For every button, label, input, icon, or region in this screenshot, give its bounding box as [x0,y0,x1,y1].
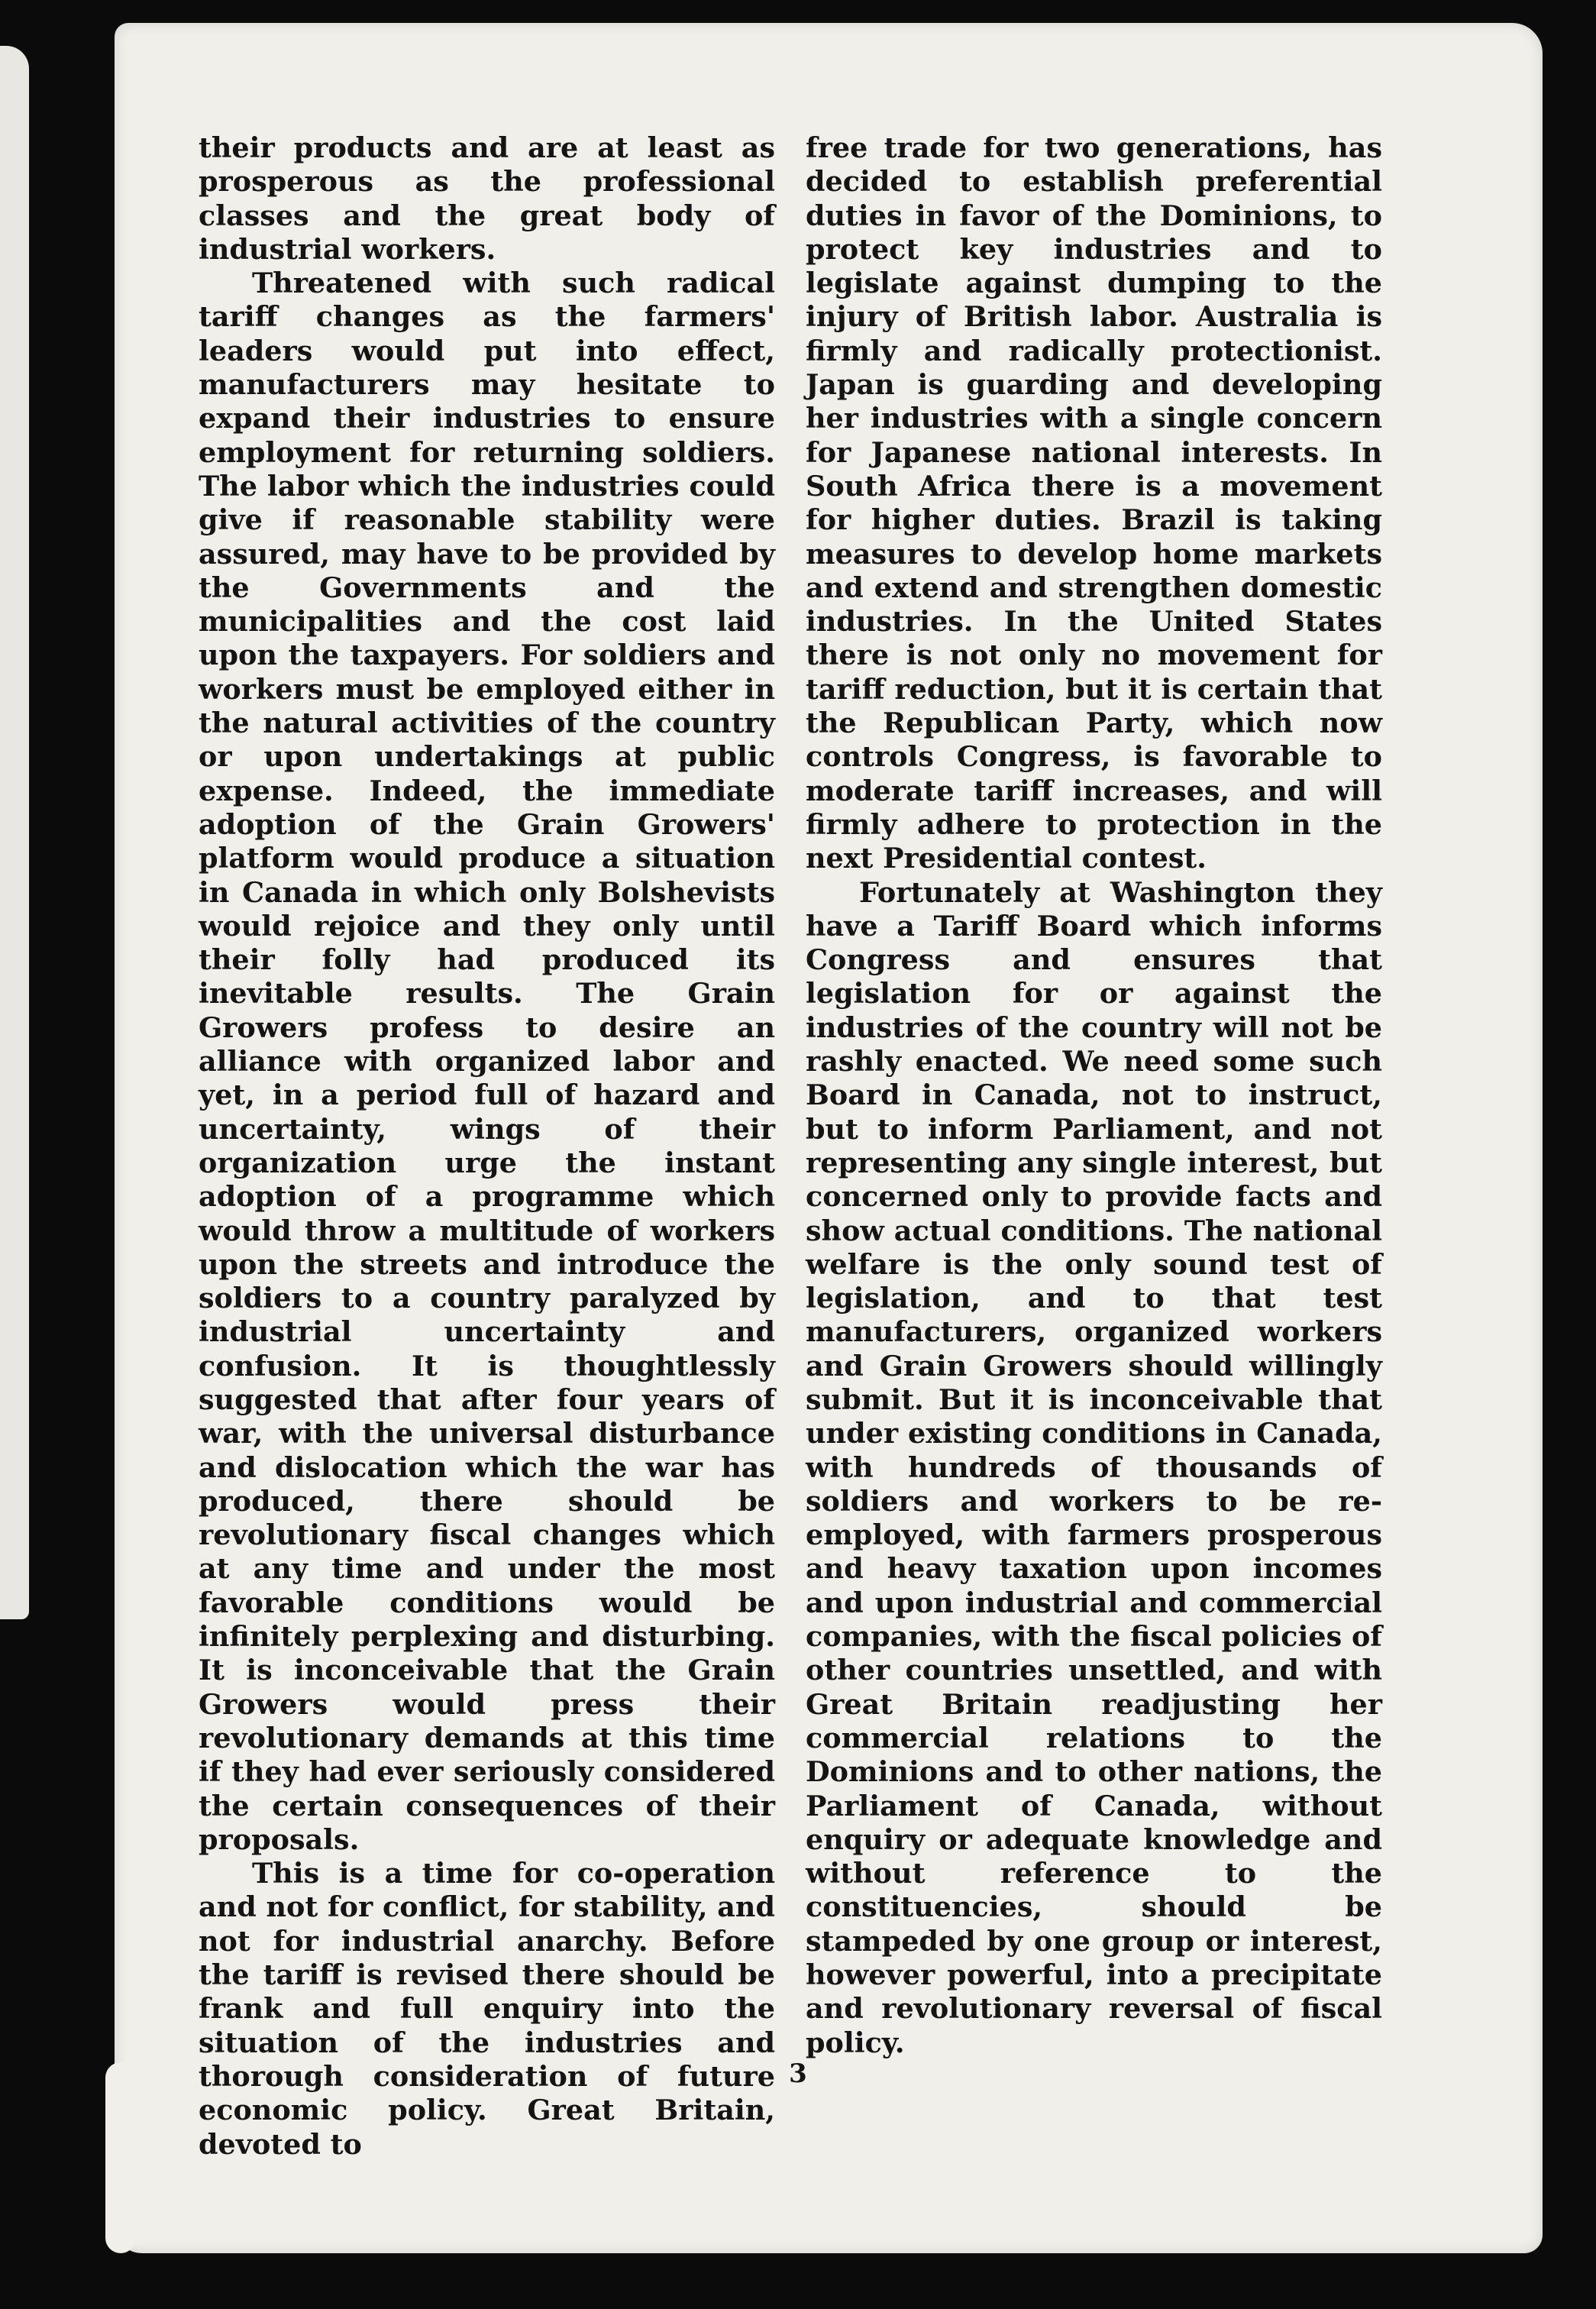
right-text-column [806,131,1382,2060]
paragraph: Fortunately at Washington they have a Tariff Board which informs Congress and ensures that legislation for or against the industries of the country will not be rashly enacted. We need some such Board in Canada, not to instruct, but to inform Parliament, and not representing any single interest, but concerned only to provide facts and show actual conditions. The national welfare is the only sound test of legislation, and to that test manufacturers, organized workers and Grain Growers should willingly submit. But it is inconceivable that under existing conditions in Canada, with hundreds of thousands of soldiers and workers to be re-employed, with farmers prosperous and heavy taxation upon incomes and upon industrial and commercial companies, with the fiscal policies of other countries unsettled, and with Great Britain readjusting her commercial relations to the Dominions and to other nations, the Parliament of Canada, without enquiry or adequate knowledge and without reference to the constituencies, should be stampeded by one group or interest, however powerful, into a precipitate and revolutionary reversal of fiscal policy. [806,875,1382,2059]
paragraph: their products and are at least as prosperous as the professional classes and the great body of industrial workers. [199,131,775,266]
left-text-column [199,131,775,2162]
paragraph: free trade for two generations, has decided to establish preferential duties in favor of the Dominions, to protect key industries and to legislate against dumping to the injury of British labor. Australia is firmly and radically protectionist. Japan is guarding and developing her industries with a single concern for Japanese national interests. In South Africa there is a movement for higher duties. Brazil is taking measures to develop home markets and extend and strengthen domestic industries. In the United States there is not only no movement for tariff reduction, but it is certain that the Republican Party, which now controls Congress, is favorable to moderate tariff increases, and will firmly adhere to protection in the next Presidential contest. [806,131,1382,875]
paragraph: This is a time for co-operation and not for conflict, for stability, and not for industrial anarchy. Before the tariff is revised there should be frank and full enquiry into the situation of the industries and thorough consideration of future economic policy. Great Britain, devoted to [199,1857,775,2161]
page-edge-tear [105,2062,136,2253]
page-number: 3 [789,2058,807,2089]
adjacent-page-edge [0,46,29,1619]
paragraph: Threatened with such radical tariff changes as the farmers' leaders would put into effect, manufacturers may hesitate to expand their industries to ensure employment for returning soldiers. The labor which the industries could give if reasonable stability were assured, may have to be provided by the Governments and the municipalities and the cost laid upon the taxpayers. For soldiers and workers must be employed either in the natural activities of the country or upon undertakings at public expense. Indeed, the immediate adoption of the Grain Growers' platform would produce a situation in Canada in which only Bolshevists would rejoice and they only until their folly had produced its inevitable results. The Grain Growers profess to desire an alliance with organized labor and yet, in a period full of hazard and uncertainty, wings of their organization urge the instant adoption of a programme which would throw a multitude of workers upon the streets and introduce the soldiers to a country paralyzed by industrial uncertainty and confusion. It is thoughtlessly suggested that after four years of war, with the universal disturbance and dislocation which the war has produced, there should be revolutionary fiscal changes which at any time and under the most favorable conditions would be infinitely perplexing and disturbing. It is inconceivable that the Grain Growers would press their revolutionary demands at this time if they had ever seriously considered the certain consequences of their proposals. [199,267,775,1856]
